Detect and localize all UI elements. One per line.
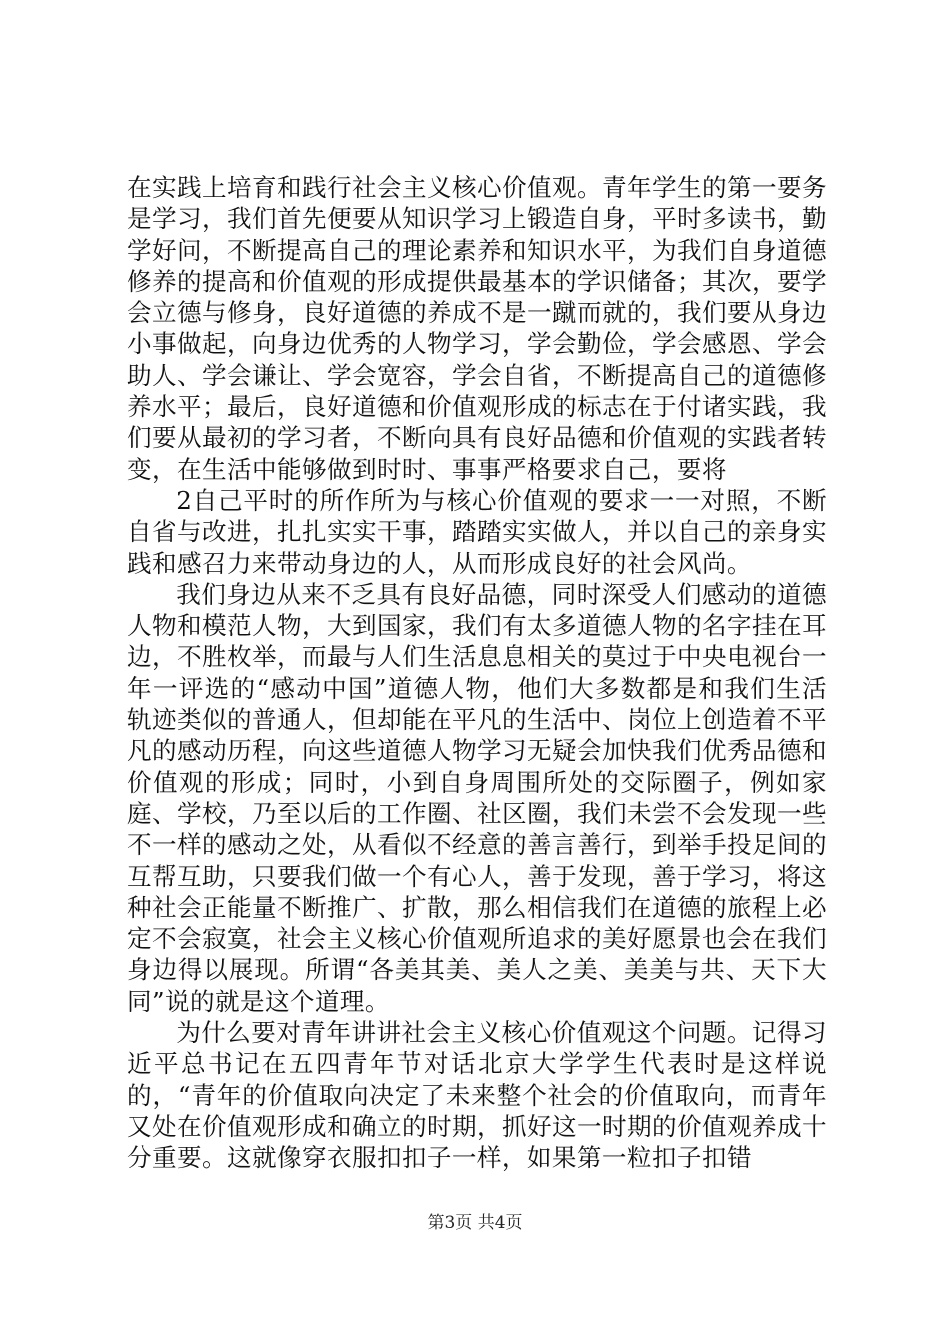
paragraph-4: 为什么要对青年讲讲社会主义核心价值观这个问题。记得习近平总书记在五四青年节对话北京大学学生代表时是这样说的，“青年的价值取向决定了未来整个社会的价值取向，而青年又处在价值观形成和确立的时期，抓好这一时期的价值观养成十分重要。这就像穿衣服扣扣子一样，如果第一粒扣子扣错 <box>127 1018 827 1173</box>
paragraph-3: 我们身边从来不乏具有良好品德，同时深受人们感动的道德人物和模范人物，大到国家，我们有太多道德人物的名字挂在耳边，不胜枚举，而最与人们生活息息相关的莫过于中央电视台一年一评选的“感动中国”道德人物，他们大多数都是和我们生活轨迹类似的普通人，但却能在平凡的生活中、岗位上创造着不平凡的感动历程，向这些道德人物学习无疑会加快我们优秀品德和价值观的形成；同时，小到自身周围所处的交际圈子，例如家庭、学校，乃至以后的工作圈、社区圈，我们未尝不会发现一些不一样的感动之处，从看似不经意的善言善行，到举手投足间的互帮互助，只要我们做一个有心人，善于发现，善于学习，将这种社会正能量不断推广、扩散，那么相信我们在道德的旅程上必定不会寂寞，社会主义核心价值观所追求的美好愿景也会在我们身边得以展现。所谓“各美其美、美人之美、美美与共、天下大同”说的就是这个道理。 <box>127 579 827 1016</box>
document-body <box>127 172 827 1174</box>
page-footer: 第3页 共4页 <box>427 1213 523 1233</box>
paragraph-1: 在实践上培育和践行社会主义核心价值观。青年学生的第一要务是学习，我们首先便要从知识学习上锻造自身，平时多读书，勤学好问，不断提高自己的理论素养和知识水平，为我们自身道德修养的提高和价值观的形成提供最基本的学识储备；其次，要学会立德与修身，良好道德的养成不是一蹴而就的，我们要从身边小事做起，向身边优秀的人物学习，学会勤俭，学会感恩、学会助人、学会谦让、学会宽容，学会自省，不断提高自己的道德修养水平；最后，良好道德和价值观形成的标志在于付诸实践，我们要从最初的学习者，不断向具有良好品德和价值观的实践者转变，在生活中能够做到时时、事事严格要求自己，要将 <box>127 173 827 484</box>
paragraph-2: 2自己平时的所作所为与核心价值观的要求一一对照，不断自省与改进，扎扎实实干事，踏踏实实做人，并以自己的亲身实践和感召力来带动身边的人，从而形成良好的社会风尚。 <box>127 485 827 578</box>
